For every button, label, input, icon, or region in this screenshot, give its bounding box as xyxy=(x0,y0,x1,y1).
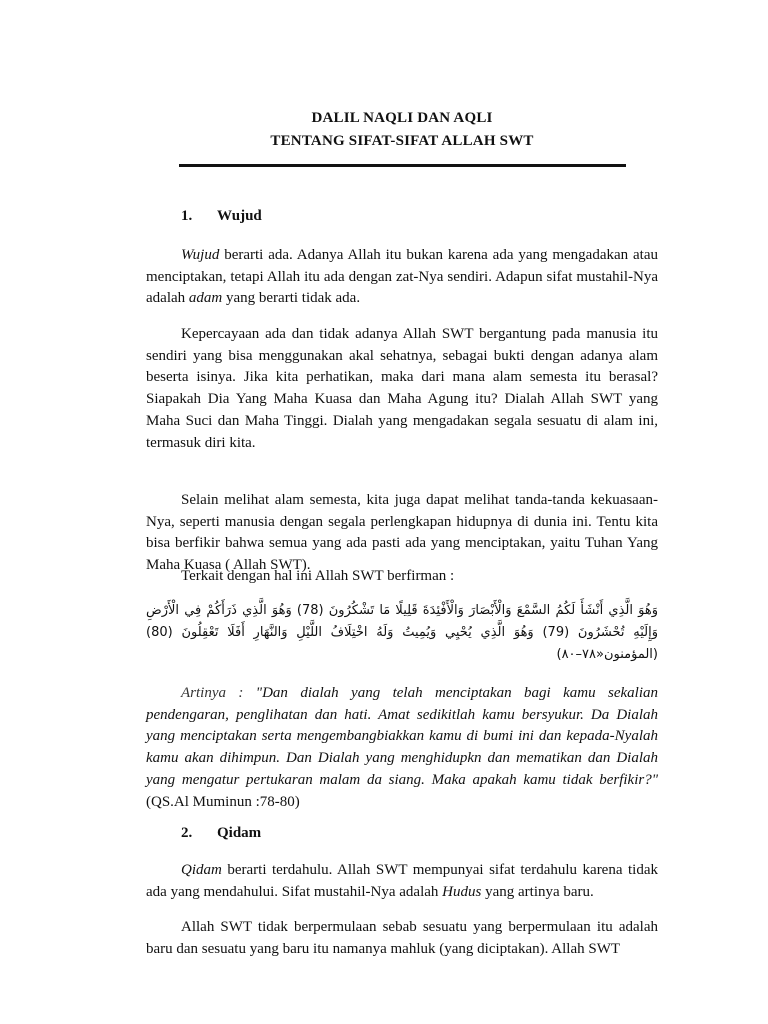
paragraph-text: berarti terdahulu. Allah SWT mempunyai sifat terdahulu karena tidak ada yang mendahului. Sifat mustahil-Nya adalah xyxy=(146,862,658,900)
translation-text: "Dan dialah yang telah menciptakan bagi kamu sekalian pendengaran, penglihatan dan hati. Amat sedikitlah kamu bersyukur. Da Dialah yang menciptakan serta mengembangbiakkan kamu di bumi ini dan kepada-Nyalah kamu akan dihimpun. Dan Dialah yang menghidupkn dan mematikan dan Dialah yang mengatur pertukaran malam da siang. Maka apakah kamu tidak berfikir?" xyxy=(146,685,658,788)
paragraph-text: yang berarti tidak ada. xyxy=(222,290,361,307)
section-number: 1. xyxy=(181,208,193,224)
arabic-verse: وَهُوَ الَّذِي أَنْشَأَ لَكُمُ السَّمْعَ وَالْأَبْصَارَ وَالْأَفْئِدَةَ قَلِيلًا مَا تَشْكُرُونَ (78) وَهُوَ الَّذِي ذَرَأَكُمْ فِي الْأَرْضِ وَإِلَيْهِ تُحْشَرُونَ (79) وَهُوَ الَّذِي يُحْيِي وَيُمِيتُ وَلَهُ اخْتِلَافُ اللَّيْلِ وَالنَّهَارِ أَفَلَا تَعْقِلُونَ (80) (المؤمنون«٧٨–٨٠) xyxy=(146,603,659,662)
paragraph-firman-intro: Terkait dengan hal ini Allah SWT berfirman : xyxy=(181,568,455,584)
paragraph-text: yang artinya baru. xyxy=(481,883,594,900)
title-divider xyxy=(179,164,626,167)
term-italic: Qidam xyxy=(181,862,222,878)
verse-reference: (QS.Al Muminun :78-80) xyxy=(146,793,300,810)
translation-label: Artinya : xyxy=(181,685,244,701)
term-italic: adam xyxy=(188,290,223,307)
paragraph-qidam-definition xyxy=(146,860,658,903)
section-number: 2. xyxy=(181,825,193,841)
document-title-line1: DALIL NAQLI DAN AQLI xyxy=(311,110,493,126)
paragraph-wujud-definition xyxy=(146,245,658,310)
section-heading-qidam xyxy=(181,825,261,842)
paragraph-kepercayaan: Kepercayaan ada dan tidak adanya Allah SWT bergantung pada manusia itu sendiri yang bisa menggunakan akal sehatnya, sebagai bukti dengan adanya alam beserta isinya. Jika kita perhatikan, maka dari mana alam semesta itu berasal? Siapakah Dia Yang Maha Kuasa dan Maha Agung itu? Dialah Allah SWT yang Maha Suci dan Maha Tinggi. Dialah yang mengadakan segala sesuatu di alam ini, termasuk diri kita. xyxy=(146,326,658,451)
term-italic: Hudus xyxy=(442,883,482,900)
paragraph-alam-semesta: Selain melihat alam semesta, kita juga dapat melihat tanda-tanda kekuasaan-Nya, seperti manusia dengan segala perlengkapan hidupnya di dunia ini. Tentu kita bisa berfikir bahwa semua yang ada pasti ada yang menciptakan, yaitu Tuhan Yang Maha Kuasa ( Allah SWT). xyxy=(146,492,658,574)
section-title: Wujud xyxy=(217,208,262,224)
paragraph-text: berarti ada. Adanya Allah itu bukan karena ada yang mengadakan atau menciptakan, tetapi Allah itu ada dengan zat-Nya sendiri. Adapun sifat mustahil-Nya adalah xyxy=(146,247,658,307)
term-italic: Wujud xyxy=(181,247,220,263)
document-title-line2: TENTANG SIFAT-SIFAT ALLAH SWT xyxy=(270,133,534,149)
paragraph-tidak-berpermulaan: Allah SWT tidak berpermulaan sebab sesuatu yang berpermulaan itu adalah baru dan sesuatu yang baru itu namanya mahluk (yang diciptakan). Allah SWT xyxy=(146,919,658,957)
section-heading-wujud xyxy=(181,208,262,225)
translation-paragraph xyxy=(146,683,658,813)
section-title: Qidam xyxy=(217,825,262,841)
